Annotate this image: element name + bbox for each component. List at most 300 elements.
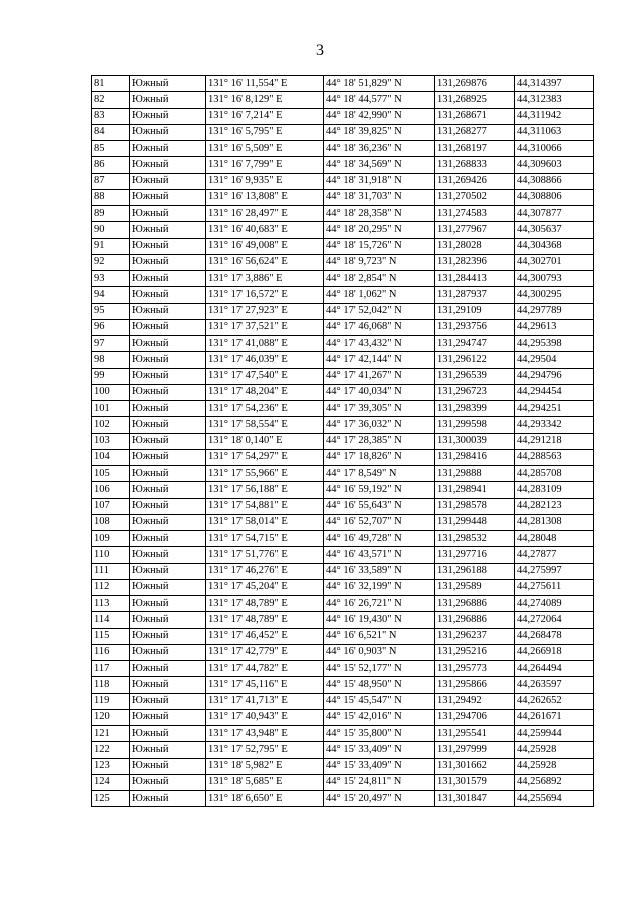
table-row [92,238,594,254]
longitude-dms-cell: 131° 16' 56,624" E [206,254,324,270]
longitude-dms-cell: 131° 17' 37,521" E [206,319,324,335]
point-number-cell: 100 [92,384,130,400]
longitude-dms-cell: 131° 17' 47,540" E [206,368,324,384]
zone-name-cell: Южный [130,173,206,189]
latitude-dms-cell: 44° 17' 8,549" N [324,466,435,482]
latitude-dms-cell: 44° 16' 49,728" N [324,531,435,547]
longitude-dms-cell: 131° 17' 45,116" E [206,677,324,693]
longitude-decimal-cell: 131,269426 [435,173,515,189]
longitude-dms-cell: 131° 17' 16,572" E [206,287,324,303]
latitude-dms-cell: 44° 15' 35,800" N [324,726,435,742]
longitude-decimal-cell: 131,296122 [435,352,515,368]
longitude-dms-cell: 131° 17' 54,881" E [206,498,324,514]
longitude-dms-cell: 131° 16' 11,554" E [206,76,324,92]
zone-name-cell: Южный [130,628,206,644]
zone-name-cell: Южный [130,449,206,465]
zone-name-cell: Южный [130,612,206,628]
point-number-cell: 97 [92,336,130,352]
longitude-decimal-cell: 131,296188 [435,563,515,579]
latitude-dms-cell: 44° 18' 9,723" N [324,254,435,270]
latitude-decimal-cell: 44,255694 [515,791,594,807]
latitude-dms-cell: 44° 16' 32,199" N [324,579,435,595]
latitude-dms-cell: 44° 16' 33,589" N [324,563,435,579]
latitude-decimal-cell: 44,314397 [515,76,594,92]
zone-name-cell: Южный [130,531,206,547]
point-number-cell: 119 [92,693,130,709]
latitude-decimal-cell: 44,275611 [515,579,594,595]
latitude-decimal-cell: 44,283109 [515,482,594,498]
page-number: 3 [316,42,324,59]
table-row [92,579,594,595]
latitude-dms-cell: 44° 17' 28,385" N [324,433,435,449]
longitude-decimal-cell: 131,282396 [435,254,515,270]
longitude-decimal-cell: 131,296886 [435,612,515,628]
latitude-decimal-cell: 44,294796 [515,368,594,384]
longitude-decimal-cell: 131,268277 [435,124,515,140]
longitude-dms-cell: 131° 17' 48,204" E [206,384,324,400]
latitude-decimal-cell: 44,285708 [515,466,594,482]
point-number-cell: 90 [92,222,130,238]
latitude-dms-cell: 44° 18' 2,854" N [324,271,435,287]
zone-name-cell: Южный [130,76,206,92]
table-row [92,189,594,205]
point-number-cell: 84 [92,124,130,140]
table-row [92,709,594,725]
point-number-cell: 89 [92,206,130,222]
point-number-cell: 83 [92,108,130,124]
table-row [92,124,594,140]
zone-name-cell: Южный [130,514,206,530]
longitude-decimal-cell: 131,297716 [435,547,515,563]
table-row [92,531,594,547]
point-number-cell: 110 [92,547,130,563]
zone-name-cell: Южный [130,774,206,790]
zone-name-cell: Южный [130,287,206,303]
latitude-dms-cell: 44° 15' 45,547" N [324,693,435,709]
longitude-decimal-cell: 131,268197 [435,141,515,157]
coordinates-table [91,75,594,807]
table-row [92,271,594,287]
latitude-decimal-cell: 44,291218 [515,433,594,449]
point-number-cell: 108 [92,514,130,530]
zone-name-cell: Южный [130,271,206,287]
latitude-decimal-cell: 44,311942 [515,108,594,124]
latitude-dms-cell: 44° 16' 0,903" N [324,644,435,660]
longitude-dms-cell: 131° 17' 46,039" E [206,352,324,368]
point-number-cell: 87 [92,173,130,189]
table-row [92,433,594,449]
zone-name-cell: Южный [130,368,206,384]
latitude-decimal-cell: 44,266918 [515,644,594,660]
point-number-cell: 95 [92,303,130,319]
latitude-dms-cell: 44° 15' 52,177" N [324,661,435,677]
table-row [92,141,594,157]
zone-name-cell: Южный [130,579,206,595]
point-number-cell: 98 [92,352,130,368]
point-number-cell: 93 [92,271,130,287]
point-number-cell: 94 [92,287,130,303]
zone-name-cell: Южный [130,498,206,514]
latitude-decimal-cell: 44,268478 [515,628,594,644]
table-row [92,774,594,790]
longitude-dms-cell: 131° 17' 54,715" E [206,531,324,547]
zone-name-cell: Южный [130,108,206,124]
latitude-dms-cell: 44° 17' 52,042" N [324,303,435,319]
table-row [92,791,594,807]
latitude-decimal-cell: 44,282123 [515,498,594,514]
point-number-cell: 113 [92,596,130,612]
longitude-dms-cell: 131° 17' 56,188" E [206,482,324,498]
table-row [92,157,594,173]
longitude-dms-cell: 131° 17' 46,452" E [206,628,324,644]
point-number-cell: 101 [92,401,130,417]
longitude-dms-cell: 131° 18' 5,685" E [206,774,324,790]
zone-name-cell: Южный [130,726,206,742]
longitude-dms-cell: 131° 17' 44,782" E [206,661,324,677]
point-number-cell: 109 [92,531,130,547]
latitude-decimal-cell: 44,28048 [515,531,594,547]
table-row [92,173,594,189]
latitude-dms-cell: 44° 18' 31,703" N [324,189,435,205]
point-number-cell: 122 [92,742,130,758]
latitude-decimal-cell: 44,261671 [515,709,594,725]
latitude-decimal-cell: 44,29613 [515,319,594,335]
latitude-dms-cell: 44° 15' 33,409" N [324,758,435,774]
longitude-decimal-cell: 131,29109 [435,303,515,319]
latitude-dms-cell: 44° 17' 40,034" N [324,384,435,400]
zone-name-cell: Южный [130,92,206,108]
longitude-decimal-cell: 131,29492 [435,693,515,709]
table-row [92,758,594,774]
longitude-dms-cell: 131° 17' 52,795" E [206,742,324,758]
latitude-dms-cell: 44° 17' 36,032" N [324,417,435,433]
latitude-decimal-cell: 44,25928 [515,758,594,774]
latitude-decimal-cell: 44,309603 [515,157,594,173]
point-number-cell: 82 [92,92,130,108]
latitude-dms-cell: 44° 17' 41,267" N [324,368,435,384]
longitude-decimal-cell: 131,298941 [435,482,515,498]
latitude-dms-cell: 44° 15' 20,497" N [324,791,435,807]
latitude-dms-cell: 44° 18' 20,295" N [324,222,435,238]
point-number-cell: 81 [92,76,130,92]
table-row [92,563,594,579]
longitude-decimal-cell: 131,296237 [435,628,515,644]
longitude-decimal-cell: 131,301662 [435,758,515,774]
longitude-dms-cell: 131° 16' 49,008" E [206,238,324,254]
latitude-decimal-cell: 44,272064 [515,612,594,628]
zone-name-cell: Южный [130,547,206,563]
point-number-cell: 112 [92,579,130,595]
latitude-decimal-cell: 44,29504 [515,352,594,368]
table-row [92,384,594,400]
latitude-dms-cell: 44° 15' 33,409" N [324,742,435,758]
latitude-decimal-cell: 44,274089 [515,596,594,612]
longitude-decimal-cell: 131,268671 [435,108,515,124]
longitude-decimal-cell: 131,293756 [435,319,515,335]
longitude-dms-cell: 131° 17' 58,014" E [206,514,324,530]
latitude-decimal-cell: 44,263597 [515,677,594,693]
table-row [92,287,594,303]
longitude-decimal-cell: 131,299598 [435,417,515,433]
point-number-cell: 85 [92,141,130,157]
point-number-cell: 107 [92,498,130,514]
longitude-decimal-cell: 131,269876 [435,76,515,92]
zone-name-cell: Южный [130,319,206,335]
latitude-decimal-cell: 44,297789 [515,303,594,319]
table-row [92,612,594,628]
longitude-decimal-cell: 131,287937 [435,287,515,303]
zone-name-cell: Южный [130,742,206,758]
latitude-dms-cell: 44° 18' 28,358" N [324,206,435,222]
table-row [92,644,594,660]
latitude-dms-cell: 44° 18' 51,829" N [324,76,435,92]
point-number-cell: 102 [92,417,130,433]
longitude-dms-cell: 131° 17' 45,204" E [206,579,324,595]
longitude-dms-cell: 131° 17' 27,923" E [206,303,324,319]
point-number-cell: 115 [92,628,130,644]
table-row [92,319,594,335]
latitude-dms-cell: 44° 17' 46,068" N [324,319,435,335]
table-row [92,466,594,482]
longitude-dms-cell: 131° 17' 40,943" E [206,709,324,725]
table-row [92,661,594,677]
point-number-cell: 116 [92,644,130,660]
latitude-dms-cell: 44° 17' 43,432" N [324,336,435,352]
longitude-dms-cell: 131° 16' 7,799" E [206,157,324,173]
longitude-dms-cell: 131° 18' 6,650" E [206,791,324,807]
zone-name-cell: Южный [130,466,206,482]
table-row [92,449,594,465]
point-number-cell: 104 [92,449,130,465]
longitude-dms-cell: 131° 17' 51,776" E [206,547,324,563]
longitude-dms-cell: 131° 17' 58,554" E [206,417,324,433]
point-number-cell: 121 [92,726,130,742]
latitude-decimal-cell: 44,256892 [515,774,594,790]
longitude-decimal-cell: 131,298399 [435,401,515,417]
longitude-dms-cell: 131° 18' 0,140" E [206,433,324,449]
longitude-decimal-cell: 131,298578 [435,498,515,514]
longitude-dms-cell: 131° 17' 55,966" E [206,466,324,482]
latitude-dms-cell: 44° 16' 43,571" N [324,547,435,563]
zone-name-cell: Южный [130,352,206,368]
point-number-cell: 123 [92,758,130,774]
longitude-dms-cell: 131° 16' 40,683" E [206,222,324,238]
table-row [92,401,594,417]
coordinates-table-body [92,76,594,807]
latitude-dms-cell: 44° 17' 39,305" N [324,401,435,417]
latitude-dms-cell: 44° 17' 42,144" N [324,352,435,368]
zone-name-cell: Южный [130,254,206,270]
latitude-decimal-cell: 44,281308 [515,514,594,530]
zone-name-cell: Южный [130,433,206,449]
latitude-dms-cell: 44° 18' 31,918" N [324,173,435,189]
zone-name-cell: Южный [130,238,206,254]
table-row [92,693,594,709]
latitude-dms-cell: 44° 18' 42,990" N [324,108,435,124]
zone-name-cell: Южный [130,482,206,498]
latitude-dms-cell: 44° 16' 55,643" N [324,498,435,514]
zone-name-cell: Южный [130,157,206,173]
table-row [92,628,594,644]
longitude-dms-cell: 131° 17' 54,297" E [206,449,324,465]
longitude-decimal-cell: 131,297999 [435,742,515,758]
latitude-decimal-cell: 44,300295 [515,287,594,303]
longitude-dms-cell: 131° 17' 41,713" E [206,693,324,709]
point-number-cell: 114 [92,612,130,628]
longitude-decimal-cell: 131,300039 [435,433,515,449]
longitude-decimal-cell: 131,294747 [435,336,515,352]
latitude-decimal-cell: 44,310066 [515,141,594,157]
table-row [92,498,594,514]
longitude-decimal-cell: 131,29888 [435,466,515,482]
latitude-dms-cell: 44° 18' 36,236" N [324,141,435,157]
latitude-decimal-cell: 44,294454 [515,384,594,400]
longitude-decimal-cell: 131,284413 [435,271,515,287]
longitude-dms-cell: 131° 17' 54,236" E [206,401,324,417]
table-row [92,352,594,368]
longitude-dms-cell: 131° 17' 48,789" E [206,596,324,612]
latitude-decimal-cell: 44,308806 [515,189,594,205]
point-number-cell: 99 [92,368,130,384]
zone-name-cell: Южный [130,677,206,693]
latitude-dms-cell: 44° 16' 6,521" N [324,628,435,644]
point-number-cell: 88 [92,189,130,205]
longitude-decimal-cell: 131,270502 [435,189,515,205]
latitude-decimal-cell: 44,293342 [515,417,594,433]
longitude-decimal-cell: 131,294706 [435,709,515,725]
table-row [92,726,594,742]
longitude-dms-cell: 131° 16' 5,795" E [206,124,324,140]
latitude-decimal-cell: 44,27877 [515,547,594,563]
longitude-dms-cell: 131° 16' 5,509" E [206,141,324,157]
latitude-dms-cell: 44° 18' 15,726" N [324,238,435,254]
point-number-cell: 92 [92,254,130,270]
latitude-decimal-cell: 44,295398 [515,336,594,352]
zone-name-cell: Южный [130,141,206,157]
point-number-cell: 111 [92,563,130,579]
longitude-decimal-cell: 131,298416 [435,449,515,465]
longitude-decimal-cell: 131,268925 [435,92,515,108]
point-number-cell: 125 [92,791,130,807]
zone-name-cell: Южный [130,709,206,725]
longitude-dms-cell: 131° 16' 13,808" E [206,189,324,205]
table-row [92,206,594,222]
zone-name-cell: Южный [130,124,206,140]
table-row [92,254,594,270]
table-row [92,303,594,319]
zone-name-cell: Южный [130,417,206,433]
longitude-dms-cell: 131° 16' 28,497" E [206,206,324,222]
latitude-decimal-cell: 44,262652 [515,693,594,709]
zone-name-cell: Южный [130,791,206,807]
latitude-decimal-cell: 44,302701 [515,254,594,270]
latitude-dms-cell: 44° 18' 44,577" N [324,92,435,108]
point-number-cell: 117 [92,661,130,677]
latitude-decimal-cell: 44,259944 [515,726,594,742]
zone-name-cell: Южный [130,401,206,417]
table-row [92,742,594,758]
latitude-dms-cell: 44° 18' 1,062" N [324,287,435,303]
longitude-decimal-cell: 131,296539 [435,368,515,384]
zone-name-cell: Южный [130,758,206,774]
table-row [92,76,594,92]
longitude-decimal-cell: 131,301847 [435,791,515,807]
zone-name-cell: Южный [130,189,206,205]
table-row [92,336,594,352]
longitude-dms-cell: 131° 17' 3,886" E [206,271,324,287]
zone-name-cell: Южный [130,661,206,677]
latitude-dms-cell: 44° 18' 39,825" N [324,124,435,140]
latitude-dms-cell: 44° 15' 24,811" N [324,774,435,790]
table-row [92,368,594,384]
longitude-decimal-cell: 131,295773 [435,661,515,677]
zone-name-cell: Южный [130,693,206,709]
latitude-decimal-cell: 44,305637 [515,222,594,238]
point-number-cell: 86 [92,157,130,173]
latitude-decimal-cell: 44,312383 [515,92,594,108]
longitude-decimal-cell: 131,295866 [435,677,515,693]
zone-name-cell: Южный [130,206,206,222]
table-row [92,514,594,530]
table-row [92,547,594,563]
point-number-cell: 118 [92,677,130,693]
longitude-decimal-cell: 131,296723 [435,384,515,400]
table-row [92,417,594,433]
zone-name-cell: Южный [130,563,206,579]
zone-name-cell: Южный [130,644,206,660]
latitude-dms-cell: 44° 16' 59,192" N [324,482,435,498]
latitude-dms-cell: 44° 16' 26,721" N [324,596,435,612]
table-row [92,677,594,693]
longitude-decimal-cell: 131,299448 [435,514,515,530]
table-row [92,222,594,238]
longitude-dms-cell: 131° 17' 46,276" E [206,563,324,579]
longitude-decimal-cell: 131,298532 [435,531,515,547]
point-number-cell: 124 [92,774,130,790]
table-row [92,596,594,612]
point-number-cell: 105 [92,466,130,482]
zone-name-cell: Южный [130,222,206,238]
latitude-decimal-cell: 44,275997 [515,563,594,579]
longitude-decimal-cell: 131,268833 [435,157,515,173]
point-number-cell: 120 [92,709,130,725]
longitude-dms-cell: 131° 18' 5,982" E [206,758,324,774]
latitude-dms-cell: 44° 17' 18,826" N [324,449,435,465]
longitude-decimal-cell: 131,295216 [435,644,515,660]
table-row [92,108,594,124]
latitude-dms-cell: 44° 15' 48,950" N [324,677,435,693]
longitude-dms-cell: 131° 17' 42,779" E [206,644,324,660]
latitude-decimal-cell: 44,300793 [515,271,594,287]
point-number-cell: 96 [92,319,130,335]
table-row [92,92,594,108]
zone-name-cell: Южный [130,303,206,319]
longitude-decimal-cell: 131,296886 [435,596,515,612]
longitude-decimal-cell: 131,277967 [435,222,515,238]
longitude-decimal-cell: 131,29589 [435,579,515,595]
zone-name-cell: Южный [130,336,206,352]
latitude-decimal-cell: 44,307877 [515,206,594,222]
longitude-dms-cell: 131° 16' 8,129" E [206,92,324,108]
latitude-decimal-cell: 44,294251 [515,401,594,417]
latitude-dms-cell: 44° 16' 19,430" N [324,612,435,628]
longitude-decimal-cell: 131,28028 [435,238,515,254]
latitude-decimal-cell: 44,264494 [515,661,594,677]
zone-name-cell: Южный [130,596,206,612]
point-number-cell: 103 [92,433,130,449]
longitude-decimal-cell: 131,295541 [435,726,515,742]
latitude-decimal-cell: 44,311063 [515,124,594,140]
